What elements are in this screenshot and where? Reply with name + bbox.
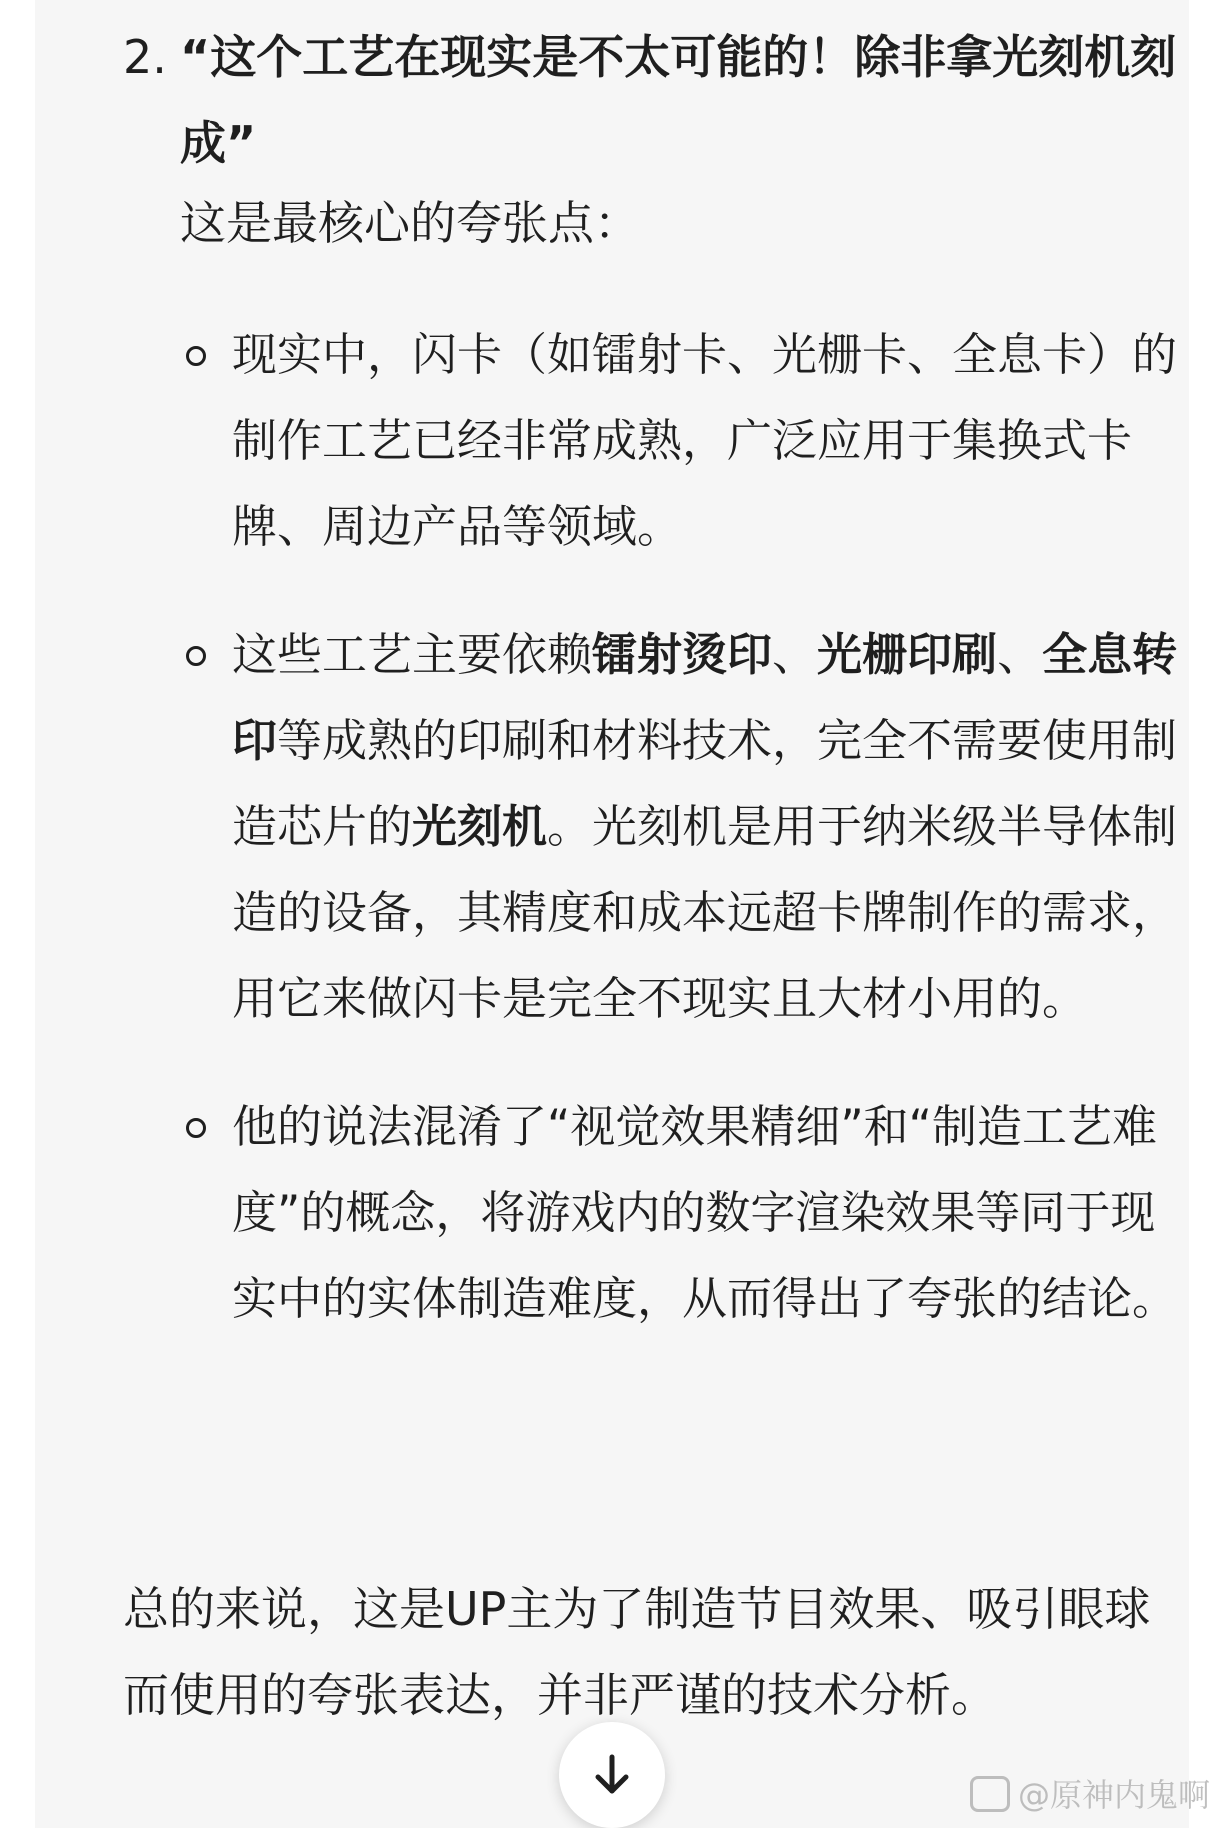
summary-paragraph: 总的来说，这是UP主为了制造节目效果、吸引眼球而使用的夸张表达，并非严谨的技术分析。 — [123, 1582, 1151, 1722]
numbered-item-heading — [123, 14, 1183, 186]
bold-term: 光栅印刷 — [817, 628, 998, 681]
bullet-text: 等成熟的印刷和材料技术，完全不需要使用制造芯片的 — [232, 714, 1178, 853]
watermark-text: @原神内鬼啊 — [1018, 1776, 1211, 1814]
bullet-text: 他的说法混淆了“视觉效果精细”和“制造工艺难度”的概念，将游戏内的数字渲染效果等同于现实中的实体制造难度，从而得出了夸张的结论。 — [232, 1100, 1178, 1325]
list-item — [180, 612, 1180, 1042]
item-intro: 这是最核心的夸张点： — [180, 196, 640, 250]
bullet-text: 。光刻机是用于纳米级半导体制造的设备，其精度和成本远超卡牌制作的需求，用它来做闪卡是完全不现实且大材小用的。 — [232, 800, 1178, 1025]
scroll-to-bottom-button[interactable] — [559, 1722, 665, 1828]
bullet-text: 现实中，闪卡（如镭射卡、光栅卡、全息卡）的制作工艺已经非常成熟，广泛应用于集换式卡牌、周边产品等领域。 — [232, 328, 1178, 553]
bullet-text: 、 — [772, 628, 818, 681]
item-number: 2. — [123, 30, 167, 84]
hollow-bullet-icon — [186, 346, 206, 366]
list-item — [180, 1084, 1180, 1342]
bullet-list — [180, 312, 1180, 1342]
bold-term: 镭射烫印 — [592, 628, 773, 681]
arrow-down-icon — [592, 1753, 632, 1797]
bold-term: 全息转印 — [232, 628, 1178, 767]
list-item — [180, 312, 1180, 570]
bold-term: 光刻机 — [412, 800, 548, 853]
watermark — [970, 1770, 1210, 1816]
bullet-text: 这些工艺主要依赖 — [232, 628, 593, 681]
hollow-bullet-icon — [186, 1118, 206, 1138]
response-panel — [35, 0, 1189, 1828]
item-title: “这个工艺在现实是不太可能的！除非拿光刻机刻成” — [180, 30, 1177, 170]
hollow-bullet-icon — [186, 646, 206, 666]
bullet-text: 、 — [997, 628, 1043, 681]
weibo-camera-icon — [970, 1776, 1010, 1812]
